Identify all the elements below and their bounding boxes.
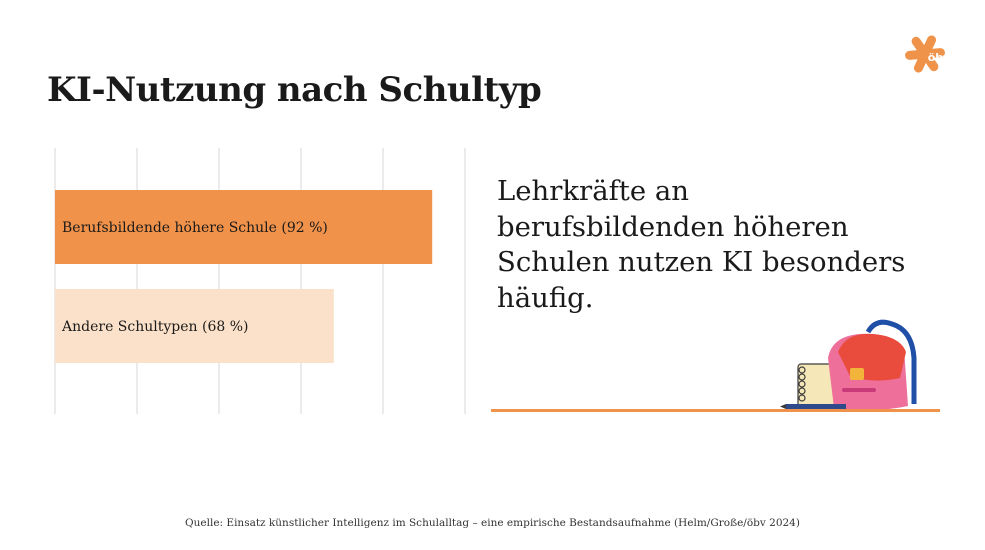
bar-label: Berufsbildende höhere Schule (92 %) [62,220,328,236]
bar-chart [0,0,480,430]
backpack-illustration [780,318,920,414]
source-note: Quelle: Einsatz künstlicher Intelligenz im Schulalltag – eine empirische Bestandsaufnahme (Helm/Große/öbv 2024) [185,517,800,529]
page-title: KI-Nutzung nach Schultyp [47,70,542,110]
logo-text: öbv [927,51,951,64]
bar-label: Andere Schultypen (68 %) [62,319,249,335]
baseline-rule [491,409,940,412]
chart-svg [0,0,480,430]
oebv-logo [905,32,951,78]
statement-text: Lehrkräfte an berufsbildenden höheren Schulen nutzen KI besonders häufig. [497,175,906,314]
